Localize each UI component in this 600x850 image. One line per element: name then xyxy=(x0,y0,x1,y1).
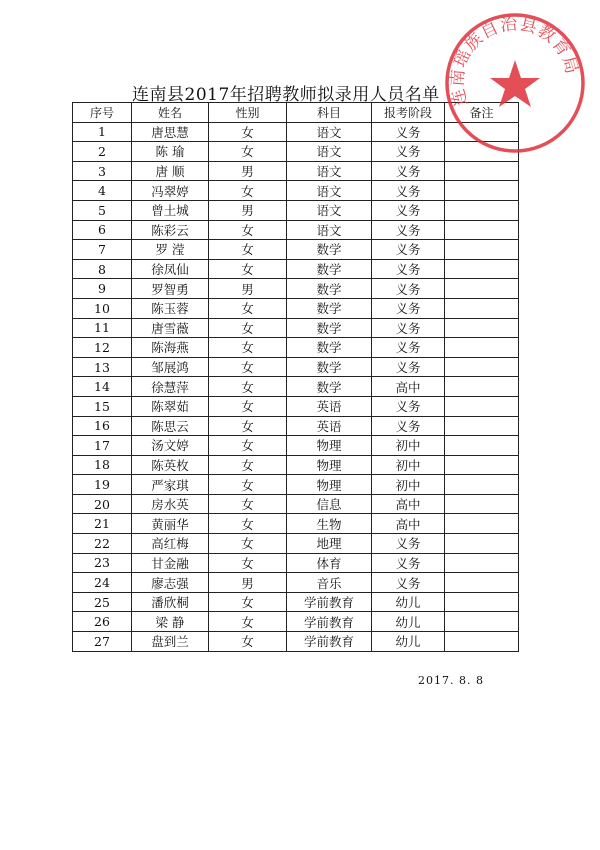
header-name: 姓名 xyxy=(132,103,209,123)
cell-no: 2 xyxy=(73,142,132,162)
cell-subject: 地理 xyxy=(287,534,372,554)
cell-no: 19 xyxy=(73,475,132,495)
cell-remark xyxy=(445,338,519,358)
table-row xyxy=(73,357,519,377)
header-stage: 报考阶段 xyxy=(372,103,445,123)
table-row xyxy=(73,573,519,593)
cell-subject: 数学 xyxy=(287,259,372,279)
cell-no: 3 xyxy=(73,161,132,181)
cell-gender: 女 xyxy=(209,632,287,652)
cell-subject: 学前教育 xyxy=(287,612,372,632)
cell-stage: 义务 xyxy=(372,318,445,338)
cell-gender: 男 xyxy=(209,200,287,220)
header-gender: 性别 xyxy=(209,103,287,123)
cell-remark xyxy=(445,298,519,318)
cell-no: 11 xyxy=(73,318,132,338)
cell-stage: 义务 xyxy=(372,259,445,279)
cell-stage: 义务 xyxy=(372,416,445,436)
cell-name: 黄丽华 xyxy=(132,514,209,534)
cell-no: 7 xyxy=(73,240,132,260)
cell-stage: 义务 xyxy=(372,298,445,318)
cell-gender: 女 xyxy=(209,181,287,201)
cell-subject: 音乐 xyxy=(287,573,372,593)
cell-subject: 生物 xyxy=(287,514,372,534)
cell-subject: 语文 xyxy=(287,142,372,162)
cell-gender: 女 xyxy=(209,494,287,514)
cell-stage: 高中 xyxy=(372,514,445,534)
cell-gender: 女 xyxy=(209,357,287,377)
cell-name: 陈 瑜 xyxy=(132,142,209,162)
cell-subject: 数学 xyxy=(287,318,372,338)
cell-gender: 女 xyxy=(209,514,287,534)
cell-remark xyxy=(445,220,519,240)
table-row xyxy=(73,240,519,260)
cell-no: 5 xyxy=(73,200,132,220)
cell-remark xyxy=(445,416,519,436)
cell-no: 4 xyxy=(73,181,132,201)
cell-no: 12 xyxy=(73,338,132,358)
cell-stage: 幼儿 xyxy=(372,632,445,652)
cell-subject: 语文 xyxy=(287,220,372,240)
cell-no: 1 xyxy=(73,122,132,142)
cell-remark xyxy=(445,494,519,514)
header-remark: 备注 xyxy=(445,103,519,123)
cell-subject: 语文 xyxy=(287,181,372,201)
cell-name: 汤文婷 xyxy=(132,436,209,456)
cell-name: 陈思云 xyxy=(132,416,209,436)
table-row xyxy=(73,298,519,318)
cell-name: 冯翠婷 xyxy=(132,181,209,201)
cell-stage: 幼儿 xyxy=(372,592,445,612)
cell-no: 18 xyxy=(73,455,132,475)
cell-gender: 女 xyxy=(209,592,287,612)
cell-subject: 数学 xyxy=(287,298,372,318)
cell-name: 唐雪薇 xyxy=(132,318,209,338)
cell-remark xyxy=(445,357,519,377)
cell-gender: 女 xyxy=(209,377,287,397)
table-row xyxy=(73,632,519,652)
document-title: 连南县2017年招聘教师拟录用人员名单 xyxy=(132,85,440,105)
cell-remark xyxy=(445,396,519,416)
cell-no: 25 xyxy=(73,592,132,612)
cell-gender: 女 xyxy=(209,122,287,142)
cell-subject: 学前教育 xyxy=(287,592,372,612)
cell-no: 9 xyxy=(73,279,132,299)
cell-remark xyxy=(445,279,519,299)
table-row xyxy=(73,200,519,220)
cell-stage: 义务 xyxy=(372,122,445,142)
table-row xyxy=(73,259,519,279)
cell-stage: 义务 xyxy=(372,142,445,162)
cell-subject: 语文 xyxy=(287,161,372,181)
cell-no: 17 xyxy=(73,436,132,456)
cell-no: 22 xyxy=(73,534,132,554)
cell-stage: 高中 xyxy=(372,494,445,514)
table-row xyxy=(73,220,519,240)
table-row xyxy=(73,534,519,554)
cell-no: 26 xyxy=(73,612,132,632)
cell-stage: 义务 xyxy=(372,338,445,358)
cell-subject: 语文 xyxy=(287,200,372,220)
cell-stage: 义务 xyxy=(372,220,445,240)
cell-name: 盘到兰 xyxy=(132,632,209,652)
cell-gender: 女 xyxy=(209,338,287,358)
table-row xyxy=(73,436,519,456)
cell-name: 唐思慧 xyxy=(132,122,209,142)
cell-name: 罗 滢 xyxy=(132,240,209,260)
cell-name: 徐凤仙 xyxy=(132,259,209,279)
cell-subject: 体育 xyxy=(287,553,372,573)
cell-subject: 英语 xyxy=(287,396,372,416)
table-body xyxy=(73,122,519,651)
cell-name: 罗智勇 xyxy=(132,279,209,299)
cell-subject: 数学 xyxy=(287,279,372,299)
table-row xyxy=(73,396,519,416)
official-seal xyxy=(440,8,590,158)
cell-stage: 义务 xyxy=(372,200,445,220)
cell-name: 房水英 xyxy=(132,494,209,514)
cell-no: 13 xyxy=(73,357,132,377)
cell-no: 15 xyxy=(73,396,132,416)
cell-name: 梁 静 xyxy=(132,612,209,632)
cell-subject: 英语 xyxy=(287,416,372,436)
cell-remark xyxy=(445,259,519,279)
cell-gender: 女 xyxy=(209,318,287,338)
table-row xyxy=(73,318,519,338)
cell-remark xyxy=(445,632,519,652)
header-no: 序号 xyxy=(73,103,132,123)
table-row xyxy=(73,161,519,181)
cell-remark xyxy=(445,377,519,397)
cell-subject: 物理 xyxy=(287,436,372,456)
cell-name: 徐慧萍 xyxy=(132,377,209,397)
cell-remark xyxy=(445,436,519,456)
cell-name: 廖志强 xyxy=(132,573,209,593)
cell-name: 潘欣桐 xyxy=(132,592,209,612)
cell-stage: 初中 xyxy=(372,436,445,456)
cell-gender: 女 xyxy=(209,553,287,573)
seal-star-icon xyxy=(490,60,540,107)
cell-remark xyxy=(445,592,519,612)
seal-text: 连南瑶族自治县教育局 xyxy=(447,14,582,109)
cell-stage: 义务 xyxy=(372,553,445,573)
cell-no: 27 xyxy=(73,632,132,652)
cell-name: 唐 顺 xyxy=(132,161,209,181)
header-subject: 科目 xyxy=(287,103,372,123)
cell-no: 24 xyxy=(73,573,132,593)
cell-gender: 女 xyxy=(209,259,287,279)
cell-remark xyxy=(445,553,519,573)
cell-gender: 男 xyxy=(209,161,287,181)
cell-name: 陈玉蓉 xyxy=(132,298,209,318)
table-row xyxy=(73,612,519,632)
cell-stage: 义务 xyxy=(372,279,445,299)
cell-name: 高红梅 xyxy=(132,534,209,554)
cell-gender: 男 xyxy=(209,573,287,593)
cell-no: 16 xyxy=(73,416,132,436)
cell-remark xyxy=(445,612,519,632)
cell-gender: 女 xyxy=(209,298,287,318)
cell-subject: 数学 xyxy=(287,357,372,377)
cell-gender: 女 xyxy=(209,416,287,436)
document-date: 2017. 8. 8 xyxy=(418,674,484,687)
cell-stage: 初中 xyxy=(372,455,445,475)
cell-subject: 学前教育 xyxy=(287,632,372,652)
cell-remark xyxy=(445,475,519,495)
cell-name: 曾土城 xyxy=(132,200,209,220)
table-row xyxy=(73,494,519,514)
table-row xyxy=(73,455,519,475)
cell-no: 23 xyxy=(73,553,132,573)
cell-subject: 数学 xyxy=(287,338,372,358)
cell-gender: 女 xyxy=(209,240,287,260)
cell-gender: 女 xyxy=(209,534,287,554)
cell-remark xyxy=(445,455,519,475)
cell-no: 6 xyxy=(73,220,132,240)
table-row xyxy=(73,475,519,495)
cell-gender: 男 xyxy=(209,279,287,299)
cell-no: 8 xyxy=(73,259,132,279)
cell-stage: 义务 xyxy=(372,534,445,554)
cell-subject: 物理 xyxy=(287,475,372,495)
cell-remark xyxy=(445,514,519,534)
cell-name: 陈英枚 xyxy=(132,455,209,475)
table-row xyxy=(73,338,519,358)
cell-no: 14 xyxy=(73,377,132,397)
cell-name: 陈翠茹 xyxy=(132,396,209,416)
cell-remark xyxy=(445,573,519,593)
cell-name: 邹展鸿 xyxy=(132,357,209,377)
cell-remark xyxy=(445,534,519,554)
cell-gender: 女 xyxy=(209,436,287,456)
table-row xyxy=(73,416,519,436)
cell-name: 甘金融 xyxy=(132,553,209,573)
cell-subject: 信息 xyxy=(287,494,372,514)
table-row xyxy=(73,514,519,534)
cell-name: 陈海燕 xyxy=(132,338,209,358)
table-row xyxy=(73,553,519,573)
cell-remark xyxy=(445,200,519,220)
cell-stage: 初中 xyxy=(372,475,445,495)
cell-remark xyxy=(445,240,519,260)
cell-gender: 女 xyxy=(209,220,287,240)
cell-stage: 幼儿 xyxy=(372,612,445,632)
cell-subject: 数学 xyxy=(287,377,372,397)
cell-no: 20 xyxy=(73,494,132,514)
cell-stage: 高中 xyxy=(372,377,445,397)
table-row xyxy=(73,279,519,299)
cell-gender: 女 xyxy=(209,455,287,475)
cell-remark xyxy=(445,161,519,181)
cell-subject: 物理 xyxy=(287,455,372,475)
table-row xyxy=(73,592,519,612)
cell-stage: 义务 xyxy=(372,396,445,416)
cell-remark xyxy=(445,181,519,201)
cell-no: 10 xyxy=(73,298,132,318)
cell-gender: 女 xyxy=(209,612,287,632)
cell-gender: 女 xyxy=(209,396,287,416)
roster-table xyxy=(72,102,519,652)
table-row xyxy=(73,377,519,397)
cell-stage: 义务 xyxy=(372,357,445,377)
cell-no: 21 xyxy=(73,514,132,534)
cell-subject: 数学 xyxy=(287,240,372,260)
cell-stage: 义务 xyxy=(372,240,445,260)
cell-gender: 女 xyxy=(209,142,287,162)
cell-stage: 义务 xyxy=(372,181,445,201)
cell-stage: 义务 xyxy=(372,573,445,593)
cell-name: 陈彩云 xyxy=(132,220,209,240)
cell-gender: 女 xyxy=(209,475,287,495)
cell-stage: 义务 xyxy=(372,161,445,181)
cell-subject: 语文 xyxy=(287,122,372,142)
cell-name: 严家琪 xyxy=(132,475,209,495)
cell-remark xyxy=(445,318,519,338)
table-row xyxy=(73,181,519,201)
